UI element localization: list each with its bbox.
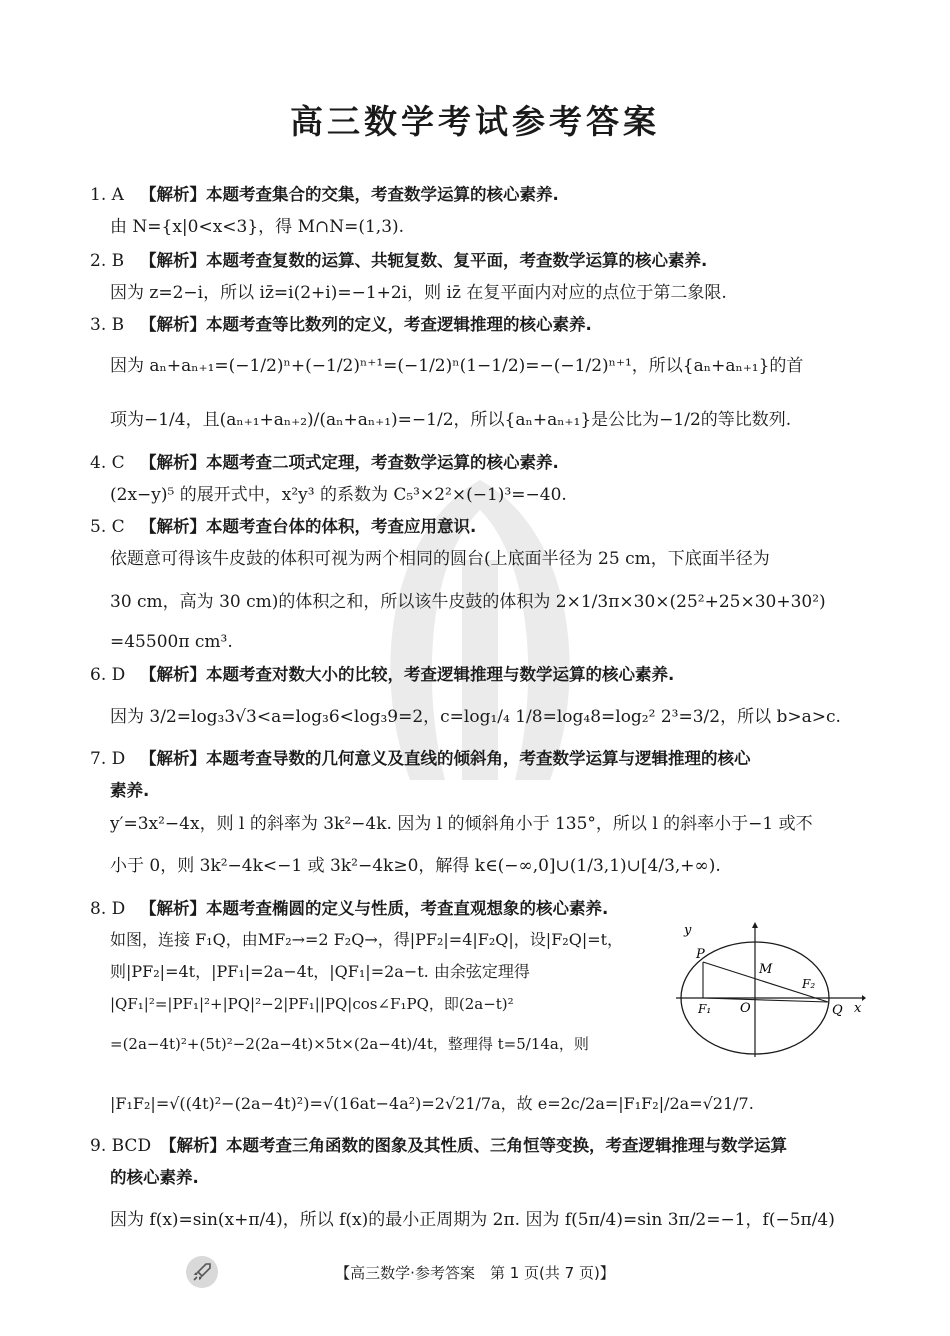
figure-label-p: P — [696, 947, 705, 962]
item-9-heading: 9. BCD 【解析】本题考查三角函数的图象及其性质、三角恒等变换，考查逻辑推理与数学运算 — [90, 1136, 787, 1156]
item-3-body-line-1: 因为 aₙ+aₙ₊₁=(−1/2)ⁿ+(−1/2)ⁿ⁺¹=(−1/2)ⁿ(1−1/2)=−(−1/2)ⁿ⁺¹，所以{aₙ+aₙ₊₁}的首 — [110, 356, 804, 376]
item-1-heading: 1. A 【解析】本题考查集合的交集，考查数学运算的核心素养. — [90, 185, 559, 205]
figure-label-y: y — [684, 923, 692, 938]
item-8-heading: 8. D 【解析】本题考查椭圆的定义与性质，考查直观想象的核心素养. — [90, 899, 609, 919]
figure-label-f1: F₁ — [698, 1002, 712, 1016]
item-4-heading: 4. C 【解析】本题考查二项式定理，考查数学运算的核心素养. — [90, 453, 559, 473]
item-5-body-line-1: 依题意可得该牛皮鼓的体积可视为两个相同的圆台(上底面半径为 25 cm，下底面半径为 — [110, 549, 770, 569]
figure-label-q: Q — [832, 1003, 843, 1018]
item-4-body: (2x−y)⁵ 的展开式中，x²y³ 的系数为 C₅³×2²×(−1)³=−40. — [110, 485, 567, 505]
item-2-body: 因为 z=2−i，所以 iz̄=i(2+i)=−1+2i，则 iz̄ 在复平面内对应的点位于第二象限. — [110, 283, 727, 303]
item-9-body-line-1: 因为 f(x)=sin(x+π/4)，所以 f(x)的最小正周期为 2π. 因为 f(5π/4)=sin 3π/2=−1，f(−5π/4) — [110, 1210, 835, 1230]
item-8-body-line-2: 则|PF₂|=4t，|PF₁|=2a−4t，|QF₁|=2a−t. 由余弦定理得 — [110, 962, 530, 981]
item-8-body-line-5: |F₁F₂|=√((4t)²−(2a−4t)²)=√(16at−4a²)=2√21/7a，故 e=2c/2a=|F₁F₂|/2a=√21/7. — [110, 1094, 754, 1113]
item-5-body-line-2: 30 cm，高为 30 cm)的体积之和，所以该牛皮鼓的体积为 2×1/3π×30×(25²+25×30+30²) — [110, 592, 826, 612]
item-2-heading: 2. B 【解析】本题考查复数的运算、共轭复数、复平面，考查数学运算的核心素养. — [90, 251, 708, 271]
page-footer: 【高三数学·参考答案 第 1 页(共 7 页)】 — [335, 1264, 615, 1282]
item-3-body-line-2: 项为−1/4，且(aₙ₊₁+aₙ₊₂)/(aₙ+aₙ₊₁)=−1/2，所以{aₙ+aₙ₊₁}是公比为−1/2的等比数列. — [110, 410, 792, 430]
item-9-heading-cont: 的核心素养. — [110, 1168, 199, 1187]
figure-label-x: x — [854, 1001, 862, 1016]
item-6-heading: 6. D 【解析】本题考查对数大小的比较，考查逻辑推理与数学运算的核心素养. — [90, 665, 675, 685]
ellipse-figure — [676, 922, 866, 1062]
figure-label-m: M — [759, 962, 773, 977]
item-7-heading-cont: 素养. — [110, 781, 150, 800]
item-7-heading: 7. D 【解析】本题考查导数的几何意义及直线的倾斜角，考查数学运算与逻辑推理的核心 — [90, 749, 751, 769]
item-3-heading: 3. B 【解析】本题考查等比数列的定义，考查逻辑推理的核心素养. — [90, 315, 592, 335]
figure-label-o: O — [740, 1001, 751, 1016]
item-5-body-line-3: =45500π cm³. — [110, 632, 233, 652]
item-5-heading: 5. C 【解析】本题考查台体的体积，考查应用意识. — [90, 517, 477, 537]
item-7-body-line-1: y′=3x²−4x，则 l 的斜率为 3k²−4k. 因为 l 的倾斜角小于 135°，所以 l 的斜率小于−1 或不 — [110, 814, 813, 834]
item-8-body-line-3: |QF₁|²=|PF₁|²+|PQ|²−2|PF₁||PQ|cos∠F₁PQ，即(2a−t)² — [110, 995, 514, 1013]
item-7-body-line-2: 小于 0，则 3k²−4k<−1 或 3k²−4k≥0，解得 k∈(−∞,0]∪(1/3,1)∪[4/3,+∞). — [110, 856, 721, 876]
figure-label-f2: F₂ — [802, 977, 816, 991]
item-8-body-line-4: =(2a−4t)²+(5t)²−2(2a−4t)×5t×(2a−4t)/4t，整理得 t=5/14a，则 — [110, 1035, 589, 1053]
item-6-body: 因为 3/2=log₃3√3<a=log₃6<log₃9=2，c=log₁/₄ 1/8=log₄8=log₂² 2³=3/2，所以 b>a>c. — [110, 707, 841, 727]
item-1-body: 由 N={x|0<x<3}，得 M∩N=(1,3). — [110, 217, 405, 237]
item-8-body-line-1: 如图，连接 F₁Q，由MF₂→=2 F₂Q→，得|PF₂|=4|F₂Q|，设|F₂Q|=t， — [110, 930, 624, 949]
page-title: 高三数学考试参考答案 — [290, 102, 660, 141]
